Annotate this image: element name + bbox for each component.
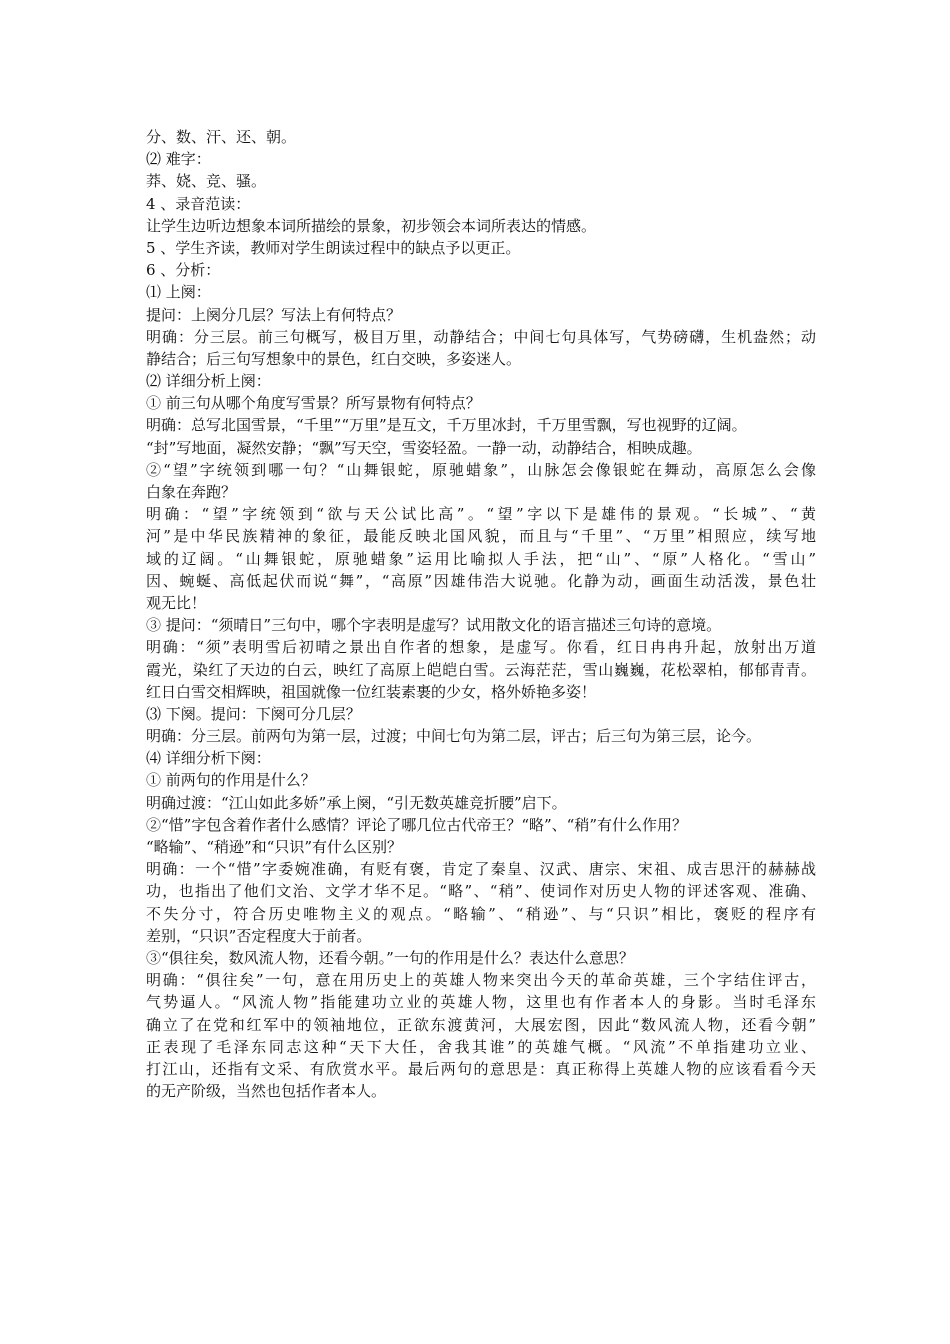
text-line: ⑵ 难字： xyxy=(146,150,211,169)
text-line: 明确：“俱往矣”一句，意在用历史上的英雄人物来突出今天的革命英雄，三个字结住评古， xyxy=(146,971,816,990)
text-line: 明确：“望”字统领到“欲与天公试比高”。“望”字以下是雄伟的景观。“长城”、“黄 xyxy=(146,505,816,524)
text-line: 观无比！ xyxy=(146,593,207,612)
text-line: 让学生边听边想象本词所描绘的景象，初步领会本词所表达的情感。 xyxy=(146,216,597,235)
text-line: 河”是中华民族精神的象征，最能反映北国风貌，而且与“千里”、“万里”相照应，续写地 xyxy=(146,527,816,546)
text-line: 明确：分三层。前三句概写，极目万里，动静结合；中间七句具体写，气势磅礴，生机盎然；动 xyxy=(146,327,816,346)
text-line: 的无产阶级，当然也包括作者本人。 xyxy=(146,1082,387,1101)
text-line: 分、数、汗、还、朝。 xyxy=(146,128,297,146)
text-line: 域的辽阔。“山舞银蛇，原驰蜡象”运用比喻拟人手法，把“山”、“原”人格化。“雪山” xyxy=(146,549,816,568)
text-line: 提问：上阕分几层？写法上有何特点？ xyxy=(146,305,402,324)
text-line: 霞光，染红了天边的白云，映红了高原上皑皑白雪。云海茫茫，雪山巍巍，花松翠柏，郁郁青青。 xyxy=(146,660,816,679)
text-line: 功，也指出了他们文治、文学才华不足。“略”、“稍”、使词作对历史人物的评述客观、准确、 xyxy=(146,882,816,901)
text-line: 明确：“须”表明雪后初晴之景出自作者的想象，是虚写。你看，红日冉冉升起，放射出万道 xyxy=(146,638,816,657)
text-line: ⑶ 下阕。提问：下阕可分几层？ xyxy=(146,704,361,723)
text-line: 气势逼人。“风流人物”指能建功立业的英雄人物，这里也有作者本人的身影。当时毛泽东 xyxy=(146,993,816,1012)
text-line: ③ 提问：“须晴日”三句中，哪个字表明是虚写？试用散文化的语言描述三句诗的意境。 xyxy=(146,616,722,635)
text-line: 明确：一个“惜”字委婉准确，有贬有褒，肯定了秦皇、汉武、唐宗、宋祖、成吉思汗的赫赫战 xyxy=(146,860,816,879)
text-line: 4 、录音范读： xyxy=(146,194,251,213)
text-line: 因、蜿蜒、高低起伏而说“舞”，“高原”因雄伟浩大说驰。化静为动，画面生动活泼，景色壮 xyxy=(146,571,816,590)
text-line: 打江山，还指有文采、有欣赏水平。最后两句的意思是：真正称得上英雄人物的应该看看今天 xyxy=(146,1059,816,1078)
text-line: 明确：总写北国雪景，“千里”“万里”是互文，千万里冰封，千万里雪飘，写也视野的辽阔。 xyxy=(146,416,747,435)
text-line: 明确：分三层。前两句为第一层，过渡；中间七句为第二层，评古；后三句为第三层，论今。 xyxy=(146,727,762,746)
document-page xyxy=(146,126,816,1102)
text-line: 静结合；后三句写想象中的景色，红白交映，多姿迷人。 xyxy=(146,349,522,368)
text-line: ⑴ 上阕： xyxy=(146,283,211,302)
text-line: 6 、分析： xyxy=(146,261,221,280)
text-line: 差别，“只识”否定程度大于前者。 xyxy=(146,926,372,945)
text-line: ③“俱往矣，数风流人物，还看今朝。”一句的作用是什么？表达什么意思？ xyxy=(146,948,634,967)
text-line: ⑷ 详细分析下阕： xyxy=(146,749,271,768)
text-line: 不失分寸，符合历史唯物主义的观点。“略输”、“稍逊”、与“只识”相比，褒贬的程序有 xyxy=(146,904,816,923)
text-line: ②“望”字统领到哪一句？“山舞银蛇，原驰蜡象”，山脉怎会像银蛇在舞动，高原怎么会像 xyxy=(146,460,816,479)
text-line: “封”写地面，凝然安静；“飘”写天空，雪姿轻盈。一静一动，动静结合，相映成趣。 xyxy=(146,438,702,457)
text-line: “略输”、“稍逊”和“只识”有什么区别？ xyxy=(146,838,403,856)
text-line: 莽、娆、竞、骚。 xyxy=(146,172,267,191)
text-line: ⑵ 详细分析上阕： xyxy=(146,372,271,391)
text-line: ① 前两句的作用是什么？ xyxy=(146,771,316,790)
text-line: 5 、学生齐读，教师对学生朗读过程中的缺点予以更正。 xyxy=(146,238,521,257)
text-line: 红日白雪交相辉映，祖国就像一位红装素裹的少女，格外娇艳多姿！ xyxy=(146,682,597,701)
text-line: ① 前三句从哪个角度写雪景？所写景物有何特点？ xyxy=(146,394,481,413)
text-line: 正表现了毛泽东同志这种“天下大任，舍我其谁”的英雄气概。“风流”不单指建功立业、 xyxy=(146,1037,816,1056)
text-line: 明确过渡：“江山如此多娇”承上阕，“引无数英雄竞折腰”启下。 xyxy=(146,793,567,812)
text-line: ②“惜”字包含着作者什么感情？评论了哪几位古代帝王？“略”、“稍”有什么作用？ xyxy=(146,815,688,834)
text-line: 确立了在党和红军中的领袖地位，正欲东渡黄河，大展宏图，因此“数风流人物，还看今朝” xyxy=(146,1015,816,1034)
text-line: 白象在奔跑？ xyxy=(146,483,237,501)
